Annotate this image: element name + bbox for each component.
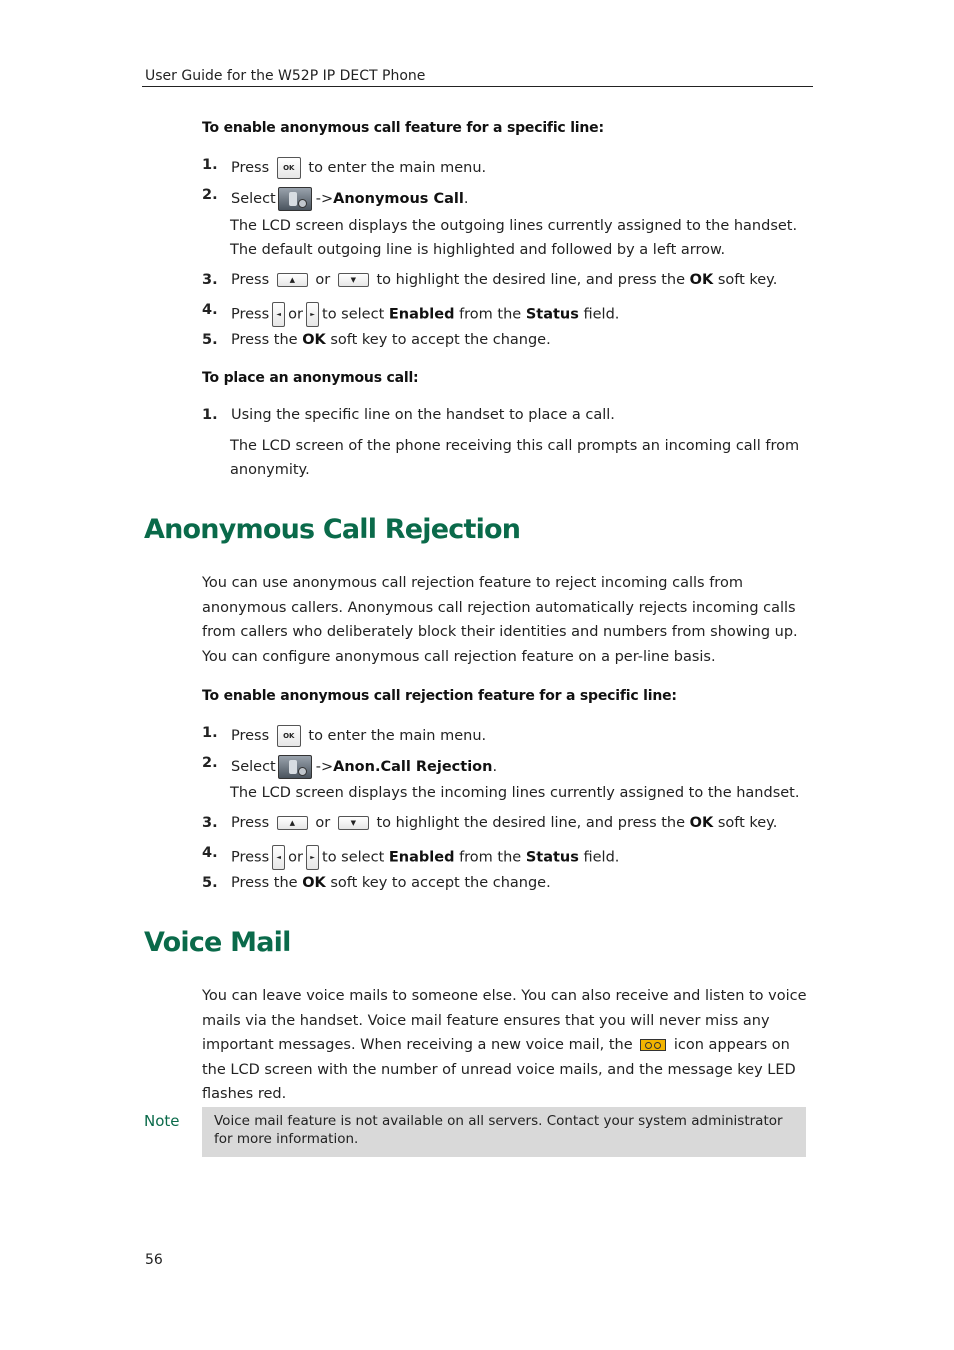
step-text: . <box>492 759 498 775</box>
step-text: Press <box>231 160 270 176</box>
step-text: soft key. <box>717 272 778 288</box>
right-key-icon: ► <box>306 302 319 327</box>
step-text: field. <box>583 306 620 323</box>
menu-arrow: -> <box>315 759 334 775</box>
ok-softkey-label: OK <box>689 272 714 288</box>
step-text: soft key. <box>717 815 778 831</box>
menu-target: Anonymous Call <box>333 191 464 207</box>
anon-step-2-desc: The LCD screen displays the outgoing lines currently assigned to the handset. The default outgoing line is highlighted and followed by a left arrow. <box>230 218 798 258</box>
note-label: Note <box>144 1112 180 1130</box>
step-text: Press <box>231 849 270 866</box>
step-text: or <box>288 306 304 323</box>
step-text: soft key to accept the change. <box>330 332 551 348</box>
step-text: to highlight the desired line, and press the <box>376 272 686 288</box>
step-number: 2. <box>202 755 218 771</box>
anon-enable-heading: To enable anonymous call feature for a specific line: <box>202 120 604 136</box>
step-number: 3. <box>202 272 218 288</box>
status-label: Status <box>525 849 579 866</box>
step-text: Select <box>231 191 276 207</box>
step-number: 2. <box>202 187 218 203</box>
step-number: 5. <box>202 332 218 348</box>
voicemail-icon <box>640 1039 666 1051</box>
ok-key-icon: OK <box>277 157 301 179</box>
header-rule <box>142 86 813 87</box>
step-text: to select <box>322 849 385 866</box>
down-key-icon: ▼ <box>338 273 369 287</box>
step-text: Press the <box>231 875 298 891</box>
step-number: 5. <box>202 875 218 891</box>
voicemail-intro-text: icon appears on the LCD screen with the number of unread voice mails, and the message key LED flashes red. <box>202 1037 796 1102</box>
step-text: from the <box>459 306 522 323</box>
step-text: to enter the main menu. <box>308 160 487 176</box>
step-number: 1. <box>202 725 218 741</box>
step-text: or <box>315 272 331 288</box>
step-text: or <box>288 849 304 866</box>
header-title: User Guide for the W52P IP DECT Phone <box>145 68 426 84</box>
menu-arrow: -> <box>315 191 334 207</box>
anon-place-desc: The LCD screen of the phone receiving this call prompts an incoming call from anonymity. <box>230 438 800 478</box>
left-key-icon: ◄ <box>272 302 285 327</box>
step-text: Select <box>231 759 276 775</box>
step-text: to select <box>322 306 385 323</box>
step-text: . <box>463 191 469 207</box>
rejection-enable-heading: To enable anonymous call rejection feature for a specific line: <box>202 688 677 704</box>
enabled-label: Enabled <box>388 849 455 866</box>
voicemail-intro-text: You can leave voice mails to someone else. You can also receive and listen to voice mails via the handset. Voice mail feature ensures that you will never miss any important messages. When receiving a new voice mail, the <box>202 988 807 1053</box>
step-text: soft key to accept the change. <box>330 875 551 891</box>
note-box: Voice mail feature is not available on all servers. Contact your system administrator for more information. <box>202 1107 806 1157</box>
step-text: to enter the main menu. <box>308 728 487 744</box>
step-number: 4. <box>202 302 218 318</box>
step-number: 1. <box>202 407 218 423</box>
left-key-icon: ◄ <box>272 845 285 870</box>
menu-icon <box>278 755 312 779</box>
up-key-icon: ▲ <box>277 273 308 287</box>
step-number: 1. <box>202 157 218 173</box>
step-text: Press <box>231 272 270 288</box>
step-text: or <box>315 815 331 831</box>
anon-place-heading: To place an anonymous call: <box>202 370 419 386</box>
rejection-step-2-desc: The LCD screen displays the incoming lines currently assigned to the handset. <box>230 785 800 801</box>
up-key-icon: ▲ <box>277 816 308 830</box>
step-text: Press <box>231 306 270 323</box>
voicemail-title: Voice Mail <box>144 927 291 958</box>
step-text: from the <box>459 849 522 866</box>
menu-icon <box>278 187 312 211</box>
rejection-intro: You can use anonymous call rejection feature to reject incoming calls from anonymous callers. Anonymous call rejection automatically rejects incoming calls from callers who deliberately block their identities and numbers from showing up. You can configure anonymous call rejection feature on a per-line basis. <box>202 575 798 665</box>
down-key-icon: ▼ <box>338 816 369 830</box>
ok-softkey-label: OK <box>302 875 326 891</box>
ok-softkey-label: OK <box>302 332 326 348</box>
page-number: 56 <box>145 1252 163 1268</box>
menu-target: Anon.Call Rejection <box>333 759 493 775</box>
ok-softkey-label: OK <box>689 815 714 831</box>
ok-key-icon: OK <box>277 725 301 747</box>
step-text: field. <box>583 849 620 866</box>
status-label: Status <box>525 306 579 323</box>
enabled-label: Enabled <box>388 306 455 323</box>
step-text: to highlight the desired line, and press the <box>376 815 686 831</box>
step-number: 3. <box>202 815 218 831</box>
right-key-icon: ► <box>306 845 319 870</box>
rejection-title: Anonymous Call Rejection <box>144 514 521 545</box>
step-text: Using the specific line on the handset to place a call. <box>231 407 615 423</box>
voicemail-intro <box>202 984 814 1107</box>
step-text: Press <box>231 815 270 831</box>
step-text: Press the <box>231 332 298 348</box>
step-text: Press <box>231 728 270 744</box>
step-number: 4. <box>202 845 218 861</box>
